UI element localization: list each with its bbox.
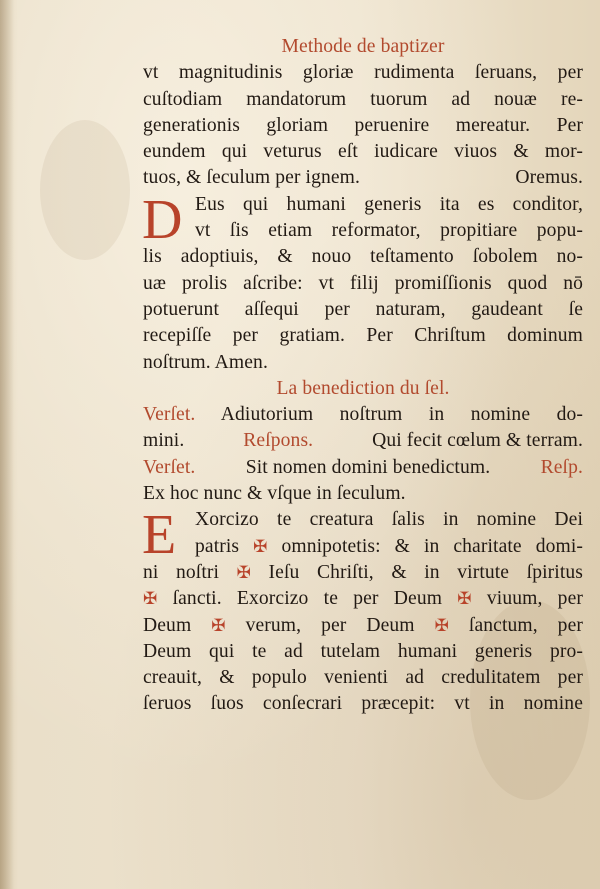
text-line: [143, 507, 583, 533]
text-line: [143, 560, 583, 586]
text-line-part: ſanctum, per: [448, 614, 583, 636]
text-line-part: patris: [195, 535, 254, 557]
text-line-part: Deum: [143, 614, 212, 636]
text-line-part: creauit, & populo venienti ad credulitatem per: [143, 667, 583, 689]
cross-icon: ✠: [143, 589, 158, 609]
resp-label: Reſp.: [540, 456, 583, 478]
respons-label: Reſpons.: [243, 430, 314, 452]
text-line: cuſtodiam mandatorum tuorum ad nouæ re-: [143, 88, 583, 110]
text-line-part: tuos, & ſeculum per ignem.: [143, 167, 361, 189]
text-line-part: Xorcizo te creatura ſalis in nomine Dei: [195, 509, 583, 531]
text-line: [143, 639, 583, 665]
text-line: vt magnitudinis gloriæ rudimenta ſeruans, per: [143, 62, 583, 84]
text-line: [143, 534, 583, 560]
text-line-part: Sit nomen domini benedictum.: [245, 456, 491, 478]
text-line-part: ſeruos ſuos conſecrari præcepit: vt in nomine: [143, 693, 583, 715]
text-line: [143, 428, 583, 454]
oremus-label: Oremus.: [515, 167, 583, 189]
text-line: Eus qui humani generis ita es conditor,: [195, 193, 583, 215]
text-line-part: Deum qui te ad tutelam humani generis pro-: [143, 640, 583, 662]
cross-icon: ✠: [457, 589, 472, 609]
text-line: recepiſſe per gratiam. Per Chriſtum dominum: [143, 325, 583, 347]
text-line: [143, 665, 583, 691]
cross-icon: ✠: [236, 562, 251, 582]
text-line-part: viuum, per: [471, 588, 583, 610]
text-line: potuerunt aſſequi per naturam, gaudeant ſe: [143, 298, 583, 320]
cross-icon: ✠: [434, 615, 449, 635]
text-line: uæ prolis aſcribe: vt filij promiſſionis quod nō: [143, 272, 583, 294]
exorcism-paragraph: [142, 504, 583, 717]
section-title: La benediction du ſel.: [276, 377, 450, 399]
verset-label: Verſet.: [143, 456, 196, 478]
text-line: Ex hoc nunc & vſque in ſeculum.: [143, 483, 406, 505]
drop-cap-initial: D: [142, 188, 183, 251]
text-line-part: omnipotetis: & in charitate domi-: [267, 535, 583, 557]
paper-stain: [40, 120, 130, 260]
verset-label: Verſet.: [143, 404, 196, 426]
text-line: [143, 691, 583, 717]
drop-cap-initial: E: [142, 504, 177, 567]
text-line: [143, 455, 583, 481]
text-line: [143, 165, 583, 191]
cross-icon: ✠: [253, 536, 268, 556]
page-gutter-shadow: [0, 0, 14, 889]
text-line: eundem qui veturus eſt iudicare viuos & mor-: [143, 141, 583, 163]
text-line-part: Adiutorium noſtrum in nomine do-: [220, 404, 583, 426]
text-line-part: mini.: [143, 430, 185, 452]
text-line-part: verum, per Deum: [225, 614, 435, 636]
text-line-part: Ieſu Chriſti, & in virtute ſpiritus: [250, 561, 583, 583]
text-line: lis adoptiuis, & nouo teſtamento ſobolem no-: [143, 246, 583, 268]
text-block: [143, 34, 583, 718]
text-line-part: Qui fecit cœlum & terram.: [372, 430, 583, 452]
text-line: [143, 402, 583, 428]
text-line-part: ni noſtri: [143, 561, 237, 583]
text-line: generationis gloriam peruenire mereatur. Per: [143, 114, 583, 136]
text-line: [143, 586, 583, 612]
cross-icon: ✠: [211, 615, 226, 635]
text-line-part: ſancti. Exorcizo te per Deum: [157, 588, 458, 610]
text-line: [143, 613, 583, 639]
page-heading: Methode de baptizer: [281, 36, 445, 57]
text-line: noſtrum. Amen.: [143, 351, 268, 373]
prayer-paragraph: [142, 188, 583, 376]
text-line: vt ſis etiam reformator, propitiare popu-: [195, 220, 583, 242]
